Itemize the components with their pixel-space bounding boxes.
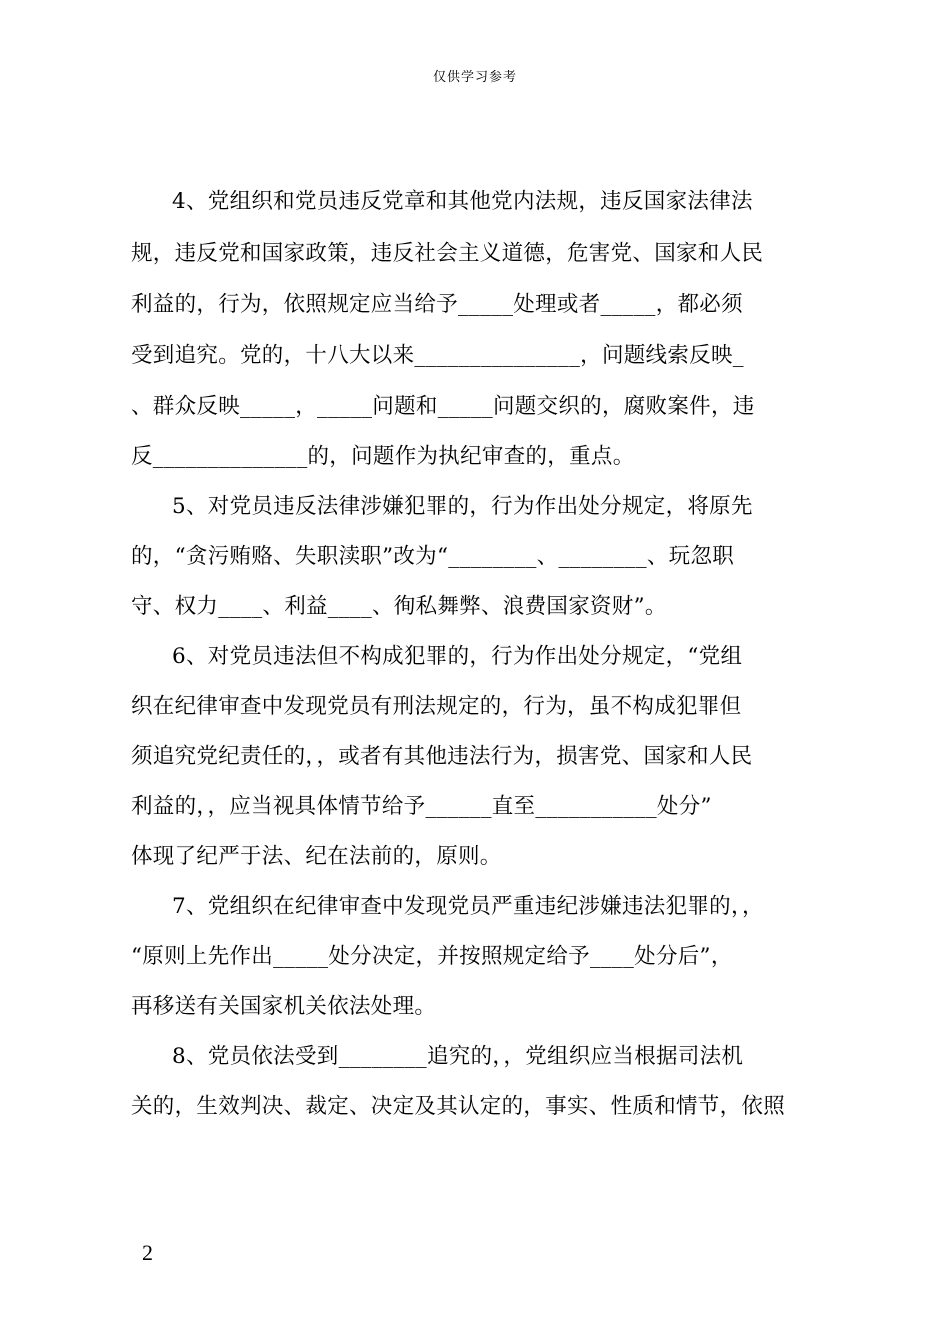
text-line: 、群众反映_____，_____问题和_____问题交织的，腐败案件，违	[131, 394, 755, 419]
text-line: 规，违反党和国家政策，违反社会主义道德，危害党、国家和人民	[131, 241, 764, 266]
text-line: 受到追究。党的，十八大以来_______________，问题线索反映_	[131, 343, 744, 368]
text-line: 关的，生效判决、裁定、决定及其认定的，事实、性质和情节，依照	[131, 1094, 786, 1119]
text-line: “原则上先作出_____处分决定，并按照规定给予____处分后”，	[131, 944, 733, 969]
text-line: 4、党组织和党员违反党章和其他党内法规，违反国家法律法	[172, 189, 753, 214]
text-line: 织在纪律审查中发现党员有刑法规定的，行为，虽不构成犯罪但	[131, 694, 742, 719]
text-line: 利益的，，应当视具体情节给予______直至___________处分”	[131, 794, 712, 819]
text-line: 6、对党员违法但不构成犯罪的，行为作出处分规定，“党组	[172, 644, 743, 669]
text-line: 再移送有关国家机关依法处理。	[131, 994, 437, 1019]
page-number: 2	[142, 1240, 153, 1265]
text-line: 须追究党纪责任的，，或者有其他违法行为，损害党、国家和人民	[131, 744, 753, 769]
text-line: 反______________的，问题作为执纪审查的，重点。	[131, 444, 635, 469]
text-line: 的，“贪污贿赂、失职渎职”改为“________、________、玩忽职	[131, 544, 735, 569]
text-line: 8、党员依法受到________追究的，，党组织应当根据司法机	[172, 1044, 744, 1069]
page-header: 仅供学习参考	[432, 70, 517, 85]
text-line: 5、对党员违反法律涉嫌犯罪的，行为作出处分规定，将原先	[172, 494, 753, 519]
text-line: 体现了纪严于法、纪在法前的，原则。	[131, 844, 502, 869]
text-line: 守、权力____、利益____、徇私舞弊、浪费国家资财”。	[131, 594, 667, 619]
text-line: 利益的，行为，依照规定应当给予_____处理或者_____，都必须	[131, 292, 743, 317]
text-line: 7、党组织在纪律审查中发现党员严重违纪涉嫌违法犯罪的，，	[172, 894, 764, 919]
